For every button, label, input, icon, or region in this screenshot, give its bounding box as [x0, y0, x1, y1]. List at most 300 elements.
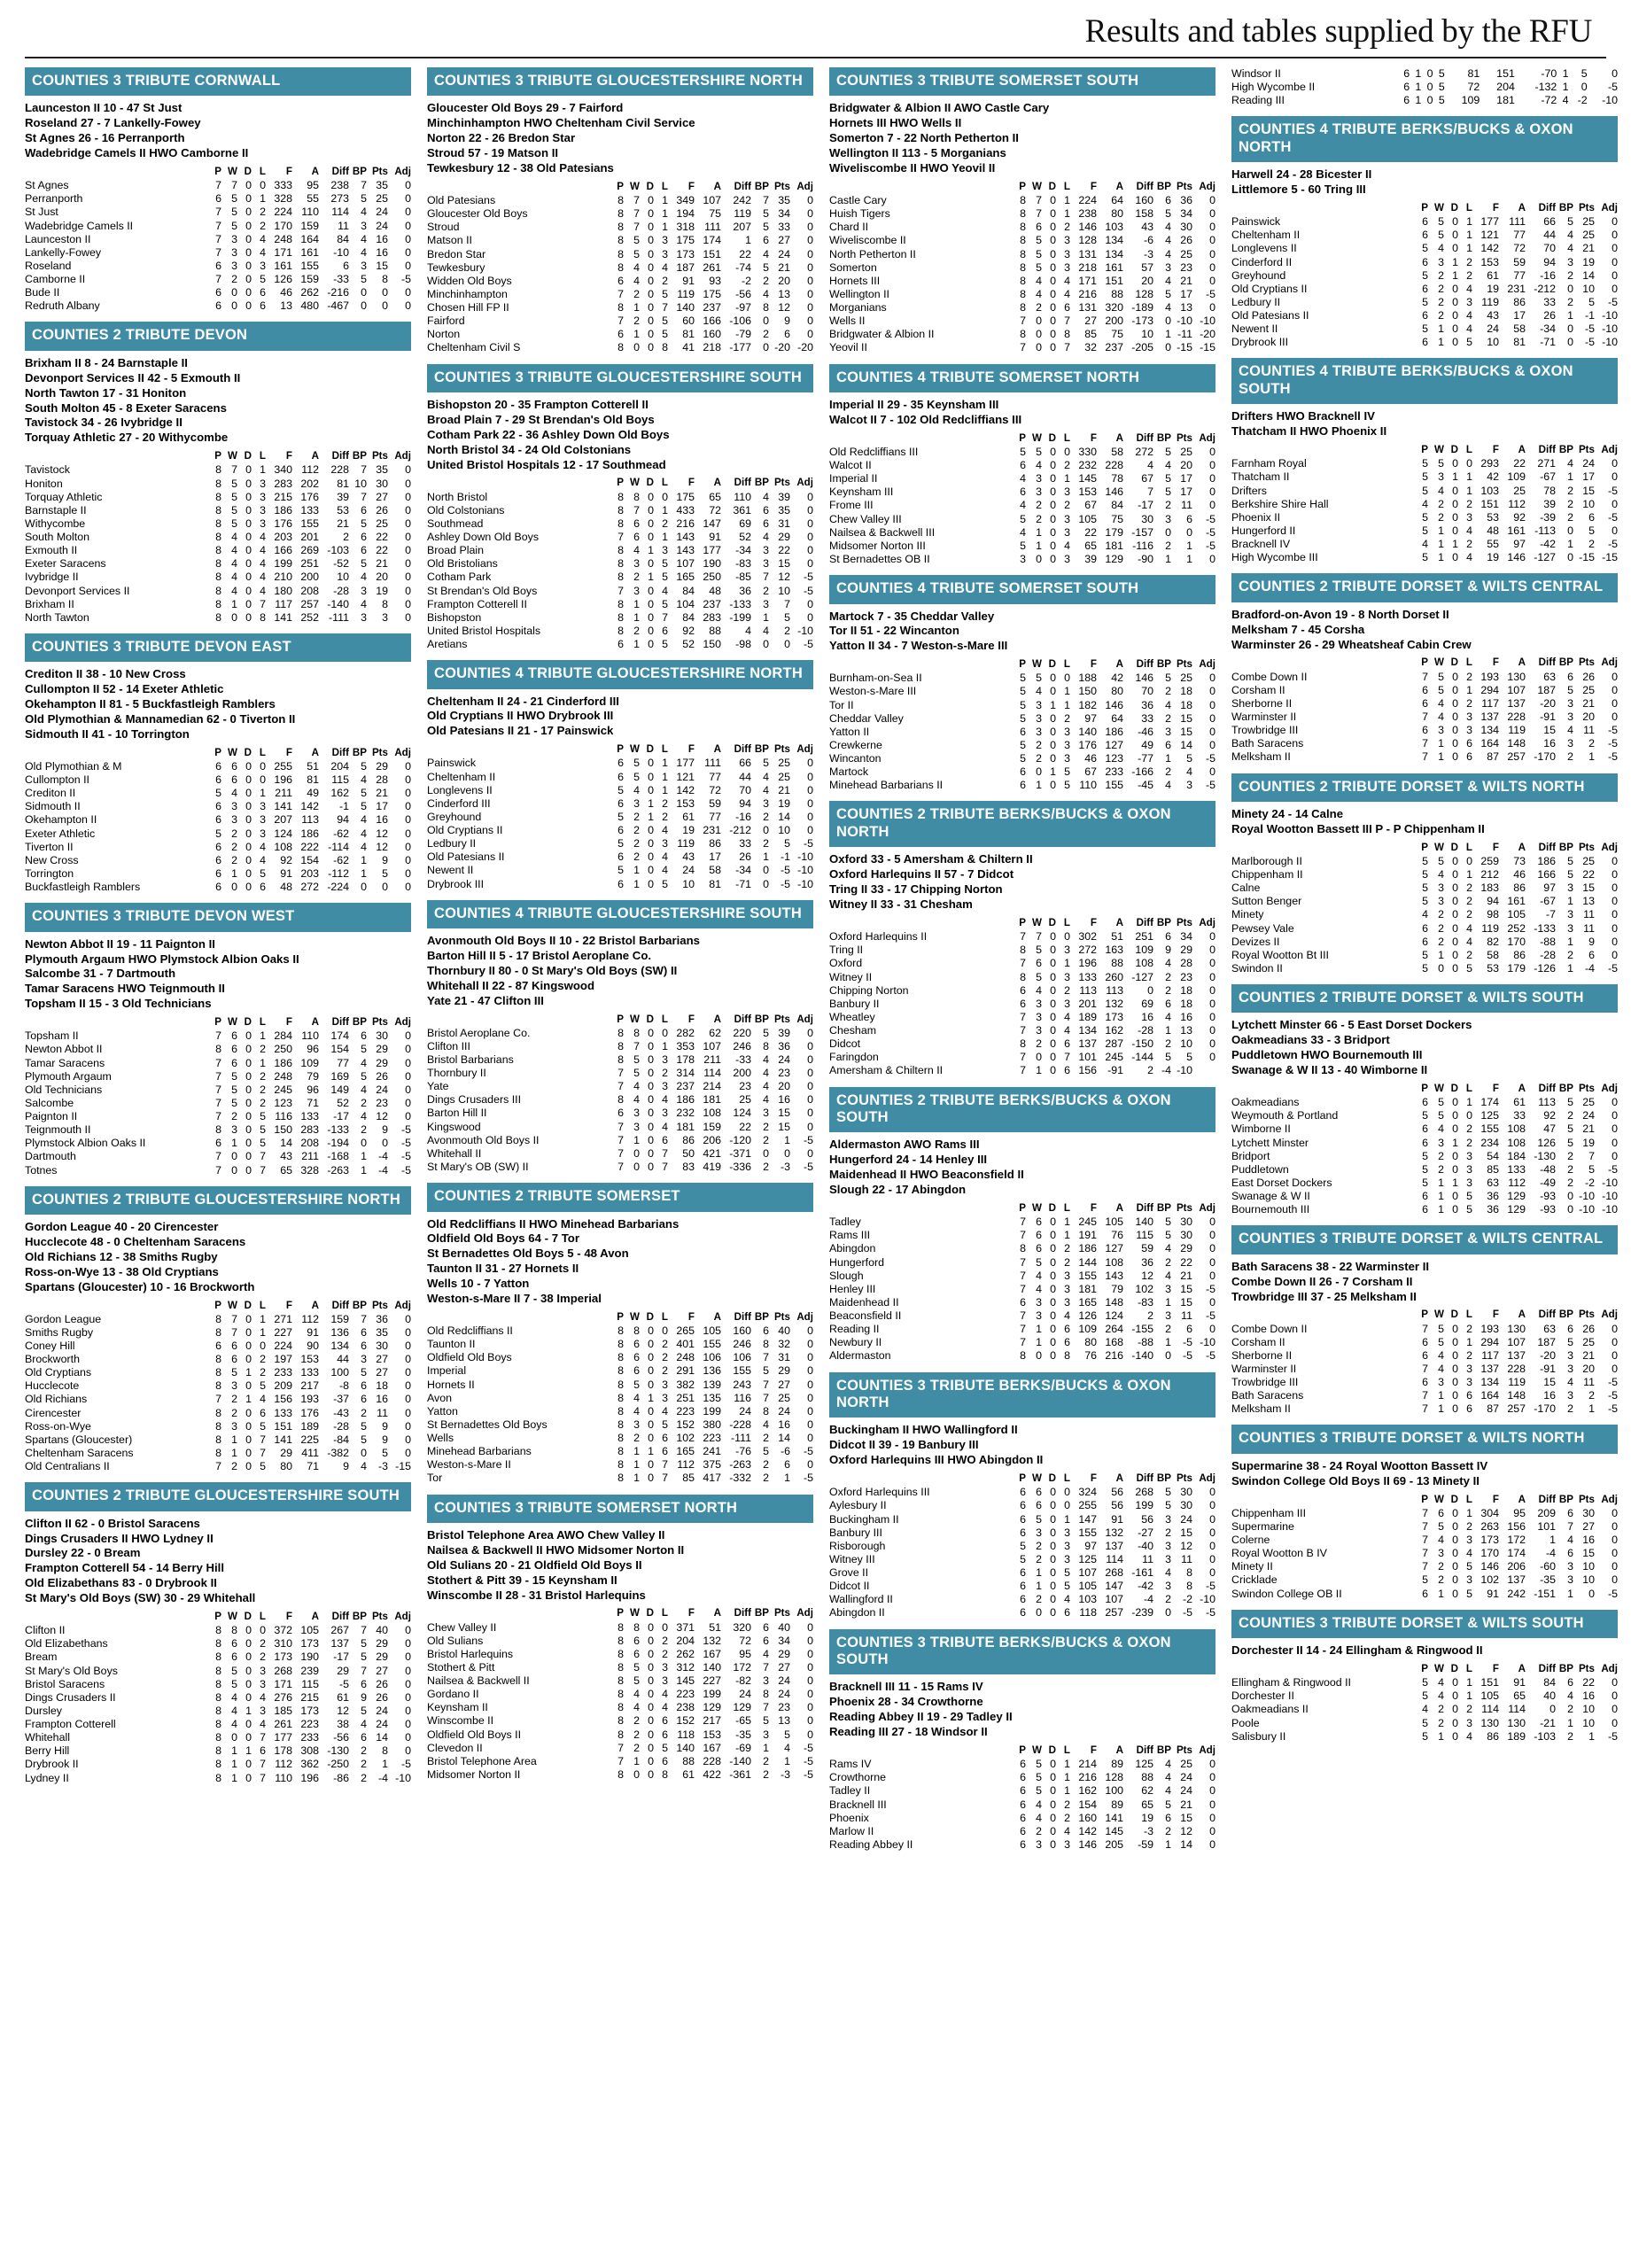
table-cell: 21: [778, 260, 790, 274]
table-cell: 4: [1064, 539, 1070, 552]
table-cell: 5: [1422, 470, 1428, 484]
table-cell: 1: [245, 1393, 252, 1406]
result-line: Yate 21 - 47 Clifton III: [427, 993, 544, 1007]
result-line: Frampton Cotterell 54 - 14 Berry Hill: [25, 1561, 224, 1575]
table-cell: 2: [260, 1353, 266, 1366]
table-cell: 6: [361, 503, 367, 517]
table-cell: 0: [1050, 1824, 1056, 1837]
table-cell: 0: [648, 1688, 654, 1701]
col-header: D: [1048, 431, 1056, 444]
table-cell: 0: [245, 477, 252, 490]
table-cell: -10: [797, 850, 813, 864]
table-cell: 3: [1567, 711, 1573, 723]
table-cell: 1: [1452, 1136, 1458, 1149]
table-cell: 4: [763, 624, 769, 637]
table-cell: 5: [662, 597, 668, 610]
league-banner: COUNTIES 2 TRIBUTE SOMERSET: [427, 1183, 813, 1211]
table-cell: 1: [231, 1771, 237, 1784]
table-cell: 0: [1050, 1010, 1056, 1023]
table-cell: 0: [763, 877, 769, 890]
col-header: Diff: [331, 746, 349, 758]
table-cell: 433: [676, 503, 695, 517]
table-cell: 0: [1050, 1526, 1056, 1539]
league-table: [1231, 842, 1618, 975]
results-list: [25, 937, 411, 1012]
col-header: F: [285, 1299, 292, 1311]
table-cell: 2: [1438, 1560, 1444, 1573]
table-cell: 0: [648, 850, 654, 864]
table-cell: 8: [633, 490, 640, 503]
table-cell: 2: [763, 1754, 769, 1767]
table-cell: 18: [1180, 997, 1192, 1010]
table-cell: 113: [301, 813, 319, 827]
table-row: [829, 1593, 1215, 1606]
table-cell: 8: [1020, 1349, 1026, 1363]
table-cell: 4: [763, 770, 769, 783]
table-cell: 4: [633, 260, 640, 274]
table-cell: -5: [1607, 1162, 1618, 1176]
team-name: Topsham II: [25, 1029, 79, 1043]
table-cell: 4: [231, 1704, 237, 1717]
table-cell: 8: [617, 1364, 624, 1378]
table-cell: 0: [245, 503, 252, 517]
table-cell: 0: [807, 194, 813, 207]
table-cell: 5: [1438, 229, 1444, 242]
table-cell: 5: [361, 517, 367, 530]
table-cell: 4: [1036, 459, 1042, 472]
table-cell: 2: [1036, 1539, 1042, 1552]
table-cell: 0: [1209, 1486, 1215, 1499]
table-cell: -17: [333, 1651, 349, 1664]
table-cell: 0: [1612, 457, 1618, 470]
table-cell: 5: [1020, 698, 1026, 711]
table-cell: 2: [763, 328, 769, 341]
table-row: [1231, 1573, 1618, 1587]
table-cell: 0: [648, 1080, 654, 1093]
table-cell: 3: [1438, 255, 1444, 268]
table-row: [829, 1051, 1215, 1064]
table-cell: 5: [361, 800, 367, 813]
col-header: F: [1090, 658, 1097, 671]
table-cell: 8: [617, 1039, 624, 1052]
table-row: [427, 1338, 813, 1351]
table-cell: 11: [377, 1406, 388, 1419]
table-header-row: [1231, 1309, 1618, 1322]
table-cell: 128: [1078, 234, 1097, 247]
table-cell: 21: [1180, 1269, 1192, 1282]
table-cell: 5: [1422, 1149, 1428, 1162]
table-cell: 239: [300, 1664, 319, 1677]
table-cell: 261: [703, 260, 721, 274]
table-cell: 2: [260, 1651, 266, 1664]
table-cell: 0: [1050, 1771, 1056, 1784]
col-header-team: [427, 1607, 609, 1620]
table-row: [427, 1392, 813, 1405]
table-cell: 51: [709, 1620, 721, 1634]
table-cell: 0: [361, 1137, 367, 1150]
table-cell: 2: [784, 624, 790, 637]
table-cell: -10: [1579, 1203, 1595, 1216]
table-cell: 108: [1507, 1122, 1526, 1136]
table-cell: 6: [1036, 221, 1042, 234]
table-cell: 0: [1165, 1349, 1171, 1363]
table-cell: 5: [1165, 1486, 1171, 1499]
table-cell: -228: [729, 1418, 751, 1431]
col-header-team: [427, 743, 609, 757]
table-cell: -3: [780, 1160, 790, 1173]
table-cell: -27: [1138, 1526, 1153, 1539]
table-row: [829, 1256, 1215, 1270]
table-cell: -86: [333, 1771, 349, 1784]
league-banner: COUNTIES 3 TRIBUTE BERKS/BUCKS & OXON NORTH: [829, 1372, 1215, 1418]
table-cell: 88: [1111, 287, 1123, 300]
table-cell: 4: [1466, 551, 1472, 564]
table-cell: 119: [1508, 724, 1526, 737]
table-cell: 268: [1105, 1566, 1123, 1580]
table-cell: 25: [1582, 215, 1595, 229]
team-name: Didcot II: [829, 1580, 870, 1593]
table-cell: 197: [274, 1353, 292, 1366]
table-cell: 5: [1438, 670, 1444, 683]
col-header: F: [1090, 1744, 1097, 1757]
table-row: [1231, 498, 1618, 511]
col-header: Pts: [1578, 656, 1595, 669]
table-cell: 180: [274, 584, 292, 597]
result-line: Old Cryptians II HWO Drybrook III: [427, 709, 614, 723]
table-cell: 5: [1020, 685, 1026, 698]
table-row: [427, 1053, 813, 1067]
result-line: Whitehall II 22 - 87 Kingswood: [427, 978, 595, 992]
table-cell: 8: [1064, 1349, 1070, 1363]
table-row: [829, 1526, 1215, 1540]
table-cell: 3: [633, 557, 640, 571]
table-cell: 340: [274, 463, 292, 477]
table-cell: 310: [274, 1637, 292, 1651]
col-header: Adj: [1601, 1083, 1618, 1095]
col-header: P: [617, 1607, 624, 1619]
col-header: L: [1063, 916, 1070, 928]
table-cell: 0: [807, 1418, 813, 1431]
table-cell: 4: [662, 1404, 668, 1418]
table-row: [427, 341, 813, 354]
col-header-team: [829, 917, 1011, 930]
team-name: Aldermaston: [829, 1349, 891, 1363]
col-header: P: [1421, 444, 1428, 456]
table-cell: -20: [1540, 1348, 1556, 1362]
table-row: [829, 1838, 1215, 1852]
table-cell: 0: [807, 557, 813, 571]
table-cell: 55: [307, 192, 319, 206]
table-cell: 0: [405, 1718, 411, 1731]
table-cell: 67: [1084, 499, 1097, 512]
table-cell: 0: [648, 1146, 654, 1160]
table-cell: -5: [1607, 737, 1618, 750]
result-line: Cotham Park 22 - 36 Ashley Down Old Boys: [427, 427, 670, 441]
table-row: [829, 446, 1215, 459]
table-cell: 3: [231, 259, 237, 272]
table-cell: 2: [633, 571, 640, 584]
team-name: Cheltenham Civil S: [427, 341, 521, 354]
league-banner: COUNTIES 4 TRIBUTE BERKS/BUCKS & OXON SOUTH: [1231, 358, 1618, 404]
col-header: F: [1492, 1663, 1499, 1675]
table-cell: 25: [1180, 247, 1192, 260]
table-cell: 137: [1105, 1539, 1123, 1552]
table-cell: -212: [1534, 282, 1556, 295]
table-cell: 4: [662, 864, 668, 877]
table-cell: 8: [617, 1674, 624, 1688]
table-cell: 0: [807, 770, 813, 783]
col-header: F: [1492, 1493, 1499, 1505]
table-cell: 7: [617, 1080, 624, 1093]
table-cell: 2: [1567, 497, 1573, 510]
table-cell: 0: [648, 1754, 654, 1767]
table-cell: 102: [1135, 1282, 1153, 1295]
result-line: St Mary's Old Boys (SW) 30 - 29 Whitehall: [25, 1591, 256, 1605]
table-cell: 3: [1165, 1539, 1171, 1552]
table-cell: 1: [662, 770, 668, 783]
table-cell: 5: [1422, 1716, 1428, 1729]
table-cell: 6: [215, 299, 221, 313]
table-cell: 1: [648, 571, 654, 584]
table-row: [427, 1405, 813, 1418]
team-name: Cotham Park: [427, 571, 492, 584]
table-row: [1231, 336, 1618, 349]
table-cell: 38: [337, 1718, 349, 1731]
table-cell: 21: [337, 517, 349, 530]
table-cell: 5: [1581, 67, 1588, 80]
table-cell: 105: [1507, 908, 1526, 921]
table-cell: 0: [1452, 1534, 1458, 1547]
table-cell: 2: [633, 1432, 640, 1445]
table-cell: -11: [1177, 328, 1192, 341]
table-cell: 6: [1064, 1064, 1070, 1077]
table-cell: 0: [405, 1419, 411, 1433]
table-cell: 39: [1084, 552, 1097, 565]
table-cell: 0: [405, 610, 411, 624]
table-cell: 110: [1079, 779, 1097, 792]
table-cell: 0: [1050, 1269, 1056, 1282]
table-cell: 8: [617, 1338, 624, 1351]
table-cell: 0: [1050, 247, 1056, 260]
col-header: Adj: [1601, 656, 1618, 669]
table-cell: 2: [1036, 1824, 1042, 1837]
table-cell: -5: [1607, 1729, 1618, 1743]
table-cell: 0: [1209, 1758, 1215, 1771]
table-cell: 4: [361, 1110, 367, 1122]
table-cell: 2: [763, 584, 769, 597]
table-row: [427, 824, 813, 837]
table-cell: 6: [1020, 1566, 1026, 1580]
table-cell: 3: [763, 1107, 769, 1120]
table-cell: 158: [1135, 207, 1153, 221]
table-cell: 95: [307, 179, 319, 192]
table-cell: 134: [1480, 1376, 1499, 1389]
table-cell: 86: [1513, 948, 1526, 961]
table-cell: 0: [648, 490, 654, 503]
table-cell: 3: [1064, 970, 1070, 983]
team-name: Sherborne II: [1231, 696, 1293, 710]
table-cell: 0: [361, 1446, 367, 1459]
table-cell: 6: [1036, 1229, 1042, 1242]
team-name: Old Patesians II: [1231, 309, 1309, 322]
team-name: Ross-on-Wye: [25, 1419, 91, 1433]
team-name: Longlevens II: [427, 783, 493, 796]
table-cell: -28: [333, 1419, 349, 1433]
table-cell: 0: [1612, 1560, 1618, 1573]
table-cell: 22: [739, 1120, 751, 1133]
table-cell: 4: [1165, 957, 1171, 970]
table-cell: 11: [1583, 1376, 1595, 1389]
table-cell: 23: [1180, 970, 1192, 983]
table-cell: 1: [662, 221, 668, 234]
table-cell: 156: [274, 1393, 292, 1406]
result-line: Stroud 57 - 19 Matson II: [427, 146, 559, 160]
result-line: Ross-on-Wye 13 - 38 Old Cryptians: [25, 1264, 219, 1278]
team-name: Tor II: [829, 698, 854, 711]
table-cell: 23: [1180, 260, 1192, 274]
table-cell: 1: [662, 194, 668, 207]
team-name: Poole: [1231, 1716, 1260, 1729]
team-name: Castle Cary: [829, 194, 887, 207]
table-cell: 2: [1165, 1037, 1171, 1051]
table-row: [25, 233, 411, 246]
table-row: [829, 1540, 1215, 1553]
table-cell: 0: [807, 544, 813, 557]
table-row: [427, 878, 813, 891]
col-header-team: [1231, 656, 1413, 670]
table-cell: 8: [617, 1767, 624, 1781]
results-list: [829, 1138, 1215, 1198]
table-cell: 18: [1180, 983, 1192, 997]
table-header-row: [427, 743, 813, 757]
table-cell: 86: [1487, 1729, 1499, 1743]
table-cell: 1: [662, 531, 668, 543]
col-header: Adj: [1601, 1309, 1618, 1321]
table-row: [1231, 908, 1618, 921]
table-cell: 16: [376, 232, 388, 245]
team-name: Rams III: [829, 1229, 871, 1242]
table-cell: 27: [376, 490, 388, 503]
table-cell: -21: [1540, 1716, 1556, 1729]
table-cell: 265: [676, 1324, 695, 1338]
table-cell: 3: [1466, 1376, 1472, 1389]
table-cell: 234: [1480, 1136, 1499, 1149]
team-name: Royal Wootton Bt III: [1231, 948, 1329, 961]
table-cell: 81: [337, 477, 349, 490]
table-cell: 0: [1452, 497, 1458, 510]
table-cell: 142: [300, 800, 319, 813]
table-cell: 112: [677, 1458, 695, 1472]
table-cell: 0: [807, 796, 813, 810]
table-cell: 3: [382, 610, 388, 624]
team-name: Clifton III: [427, 1039, 470, 1052]
table-cell: 2: [1567, 948, 1573, 961]
table-cell: 8: [617, 597, 624, 610]
result-line: Torquay Athletic 27 - 20 Withycombe: [25, 431, 229, 445]
table-cell: 78: [1111, 472, 1123, 485]
table-cell: 1: [1064, 194, 1070, 207]
table-cell: 214: [703, 1080, 721, 1093]
table-cell: -91: [1540, 711, 1556, 723]
table-cell: 5: [1422, 1109, 1428, 1122]
team-name: Yate: [427, 1080, 449, 1093]
team-name: Wheatley: [829, 1010, 875, 1023]
table-cell: -5: [1182, 1349, 1192, 1363]
table-cell: 0: [245, 1325, 252, 1339]
league-table: [1231, 1663, 1618, 1744]
league-banner: COUNTIES 3 TRIBUTE DEVON EAST: [25, 633, 411, 662]
table-cell: 242: [733, 194, 751, 207]
table-cell: 222: [300, 840, 319, 853]
team-name: Cheddar Valley: [829, 711, 904, 725]
table-cell: -42: [1540, 538, 1556, 551]
table-cell: 5: [1422, 961, 1428, 975]
table-cell: 0: [1466, 1109, 1472, 1122]
col-header: F: [285, 1611, 292, 1622]
table-row: [25, 1070, 411, 1084]
table-cell: 6: [215, 853, 221, 866]
table-cell: 143: [1105, 1269, 1123, 1282]
table-cell: 1: [1438, 750, 1444, 764]
table-row: [25, 517, 411, 531]
table-cell: 35: [376, 179, 388, 192]
table-cell: 5: [1020, 445, 1026, 458]
table-cell: 3: [633, 1120, 640, 1133]
team-name: Brixham II: [25, 597, 74, 610]
table-cell: 2: [1567, 295, 1573, 308]
result-line: Tamar Saracens HWO Teignmouth II: [25, 982, 225, 996]
team-name: Newton Abbot II: [25, 1043, 103, 1056]
table-cell: 0: [807, 1039, 813, 1052]
table-cell: 0: [1050, 1593, 1056, 1606]
table-row: [25, 1150, 411, 1163]
table-cell: 6: [215, 881, 221, 894]
table-cell: 2: [231, 1110, 237, 1122]
table-cell: 7: [662, 1472, 668, 1485]
table-cell: 6: [633, 531, 640, 543]
table-cell: 1: [633, 301, 640, 315]
col-header: W: [630, 743, 640, 756]
table-cell: -10: [1602, 94, 1618, 107]
table-cell: 5: [231, 477, 237, 490]
col-header: Pts: [1176, 1744, 1192, 1757]
team-name: Buckfastleigh Ramblers: [25, 881, 141, 894]
table-cell: 1: [1567, 1716, 1573, 1729]
table-cell: -5: [1205, 1309, 1215, 1323]
table-cell: 23: [376, 1096, 388, 1109]
table-cell: 24: [376, 1083, 388, 1096]
table-cell: 5: [1422, 1162, 1428, 1176]
team-name: Brockworth: [25, 1353, 80, 1366]
table-row: [25, 1393, 411, 1406]
table-cell: 162: [1078, 1784, 1097, 1798]
table-cell: 110: [301, 1029, 319, 1043]
table-cell: 7: [1020, 1309, 1026, 1323]
table-cell: 1: [1438, 1587, 1444, 1600]
table-cell: 0: [648, 1364, 654, 1378]
table-cell: 8: [617, 1472, 624, 1485]
col-header-team: [1231, 1663, 1413, 1676]
table-cell: 6: [1403, 81, 1410, 94]
table-cell: 4: [763, 531, 769, 543]
table-cell: 8: [215, 1419, 221, 1433]
table-cell: 0: [1452, 457, 1458, 470]
table-cell: 0: [1452, 895, 1458, 908]
table-cell: 5: [1064, 765, 1070, 779]
table-cell: 7: [1567, 1519, 1573, 1533]
table-cell: 5: [1438, 1109, 1444, 1122]
table-cell: 2: [1036, 752, 1042, 765]
